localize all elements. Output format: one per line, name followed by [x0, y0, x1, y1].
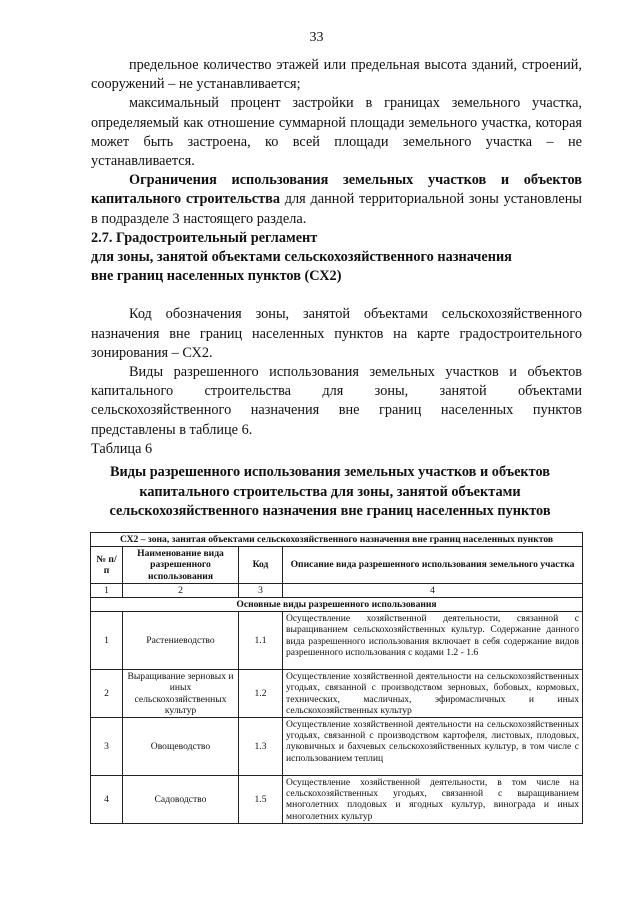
col-number: 1 — [91, 583, 123, 597]
uses-table — [90, 532, 583, 824]
paragraph-floors: предельное количество этажей или предельная высота зданий, строений, сооружений – не устанавливается; — [91, 57, 582, 93]
group-title: Основные виды разрешенного использования — [91, 598, 583, 612]
section-heading-line-3: вне границ населенных пунктов (СХ2) — [91, 268, 342, 285]
row-name: Растениеводство — [123, 612, 239, 670]
row-name: Овощеводство — [123, 718, 239, 776]
table-zone-title: СХ2 – зона, занятая объектами сельскохозяйственного назначения вне границ населенных пунктов — [91, 533, 583, 547]
header-code: Код — [239, 547, 283, 584]
section-heading-line-2: для зоны, занятой объектами сельскохозяйственного назначения — [91, 249, 512, 266]
restrictions-rest-text: для данной территориальной зоны установлены в подразделе 3 настоящего раздела. — [91, 191, 582, 227]
paragraph-build-percent: максимальный процент застройки в границах земельного участка, определяемый как отношение суммарной площади земельного участка, которая может быть застроена, ко всей площади земельного участка – не устанавливается. — [91, 95, 582, 170]
table-zone-row — [91, 533, 583, 547]
header-desc: Описание вида разрешенного использования земельного участка — [283, 547, 583, 584]
table-group-row — [91, 598, 583, 612]
row-desc: Осуществление хозяйственной деятельности на сельскохозяйственных угодьях, связанной с производством зерновых, бобовых, кормовых, технических, масличных, эфиромасличных и иных сельскохозяйственных культур — [283, 670, 583, 718]
row-code: 1.1 — [239, 612, 283, 670]
table-row — [91, 776, 583, 824]
table-col-number-row — [91, 583, 583, 597]
table-row — [91, 718, 583, 776]
paragraph-zone-code: Код обозначения зоны, занятой объектами сельскохозяйственного назначения вне границ населенных пунктов на карте градостроительного зонирования – СХ2. — [91, 306, 582, 361]
row-num: 1 — [91, 612, 123, 670]
row-desc: Осуществление хозяйственной деятельности на сельскохозяйственных угодьях, связанной с производством картофеля, листовых, плодовых, луковичных и бахчевых сельскохозяйственных культур, в том числе с использованием теплиц — [283, 718, 583, 776]
document-body — [91, 56, 582, 459]
table-caption: Виды разрешенного использования земельных участков и объектов капитального строительства для зоны, занятой объектами сельскохозяйственного назначения вне границ населенных пунктов — [109, 464, 551, 520]
header-num: № п/п — [91, 547, 123, 584]
col-number: 2 — [123, 583, 239, 597]
restrictions-bold-text: Ограничения использования земельных участков и объектов капитального строительства — [91, 172, 582, 208]
col-number: 4 — [283, 583, 583, 597]
row-num: 3 — [91, 718, 123, 776]
paragraph-uses: Виды разрешенного использования земельных участков и объектов капитального строительства для зоны, занятой объектами сельскохозяйственного назначения вне границ населенных пунктов представлены в таблице 6. — [91, 364, 582, 438]
row-desc: Осуществление хозяйственной деятельности, связанной с выращиванием сельскохозяйственных культур. Содержание данного вида разрешенного использования включает в себя содержание видов разрешенного использования с кодами 1.2 - 1.6 — [283, 612, 583, 670]
header-name: Наименование вида разрешенного использования — [123, 547, 239, 584]
paragraph-restrictions — [91, 171, 582, 229]
table-header-row — [91, 547, 583, 584]
table-row — [91, 612, 583, 670]
col-number: 3 — [239, 583, 283, 597]
table-number: Таблица 6 — [91, 440, 153, 457]
row-name: Выращивание зерновых и иных сельскохозяйственных культур — [123, 670, 239, 718]
row-num: 2 — [91, 670, 123, 718]
row-code: 1.3 — [239, 718, 283, 776]
row-desc: Осуществление хозяйственной деятельности, в том числе на сельскохозяйственных угодьях, связанной с выращиванием многолетних плодовых и ягодных культур, винограда и иных многолетних культур — [283, 776, 583, 824]
row-code: 1.5 — [239, 776, 283, 824]
page-number: 33 — [309, 30, 324, 45]
row-num: 4 — [91, 776, 123, 824]
row-name: Садоводство — [123, 776, 239, 824]
row-code: 1.2 — [239, 670, 283, 718]
table-row — [91, 670, 583, 718]
section-heading-line-1: 2.7. Градостроительный регламент — [91, 229, 318, 246]
